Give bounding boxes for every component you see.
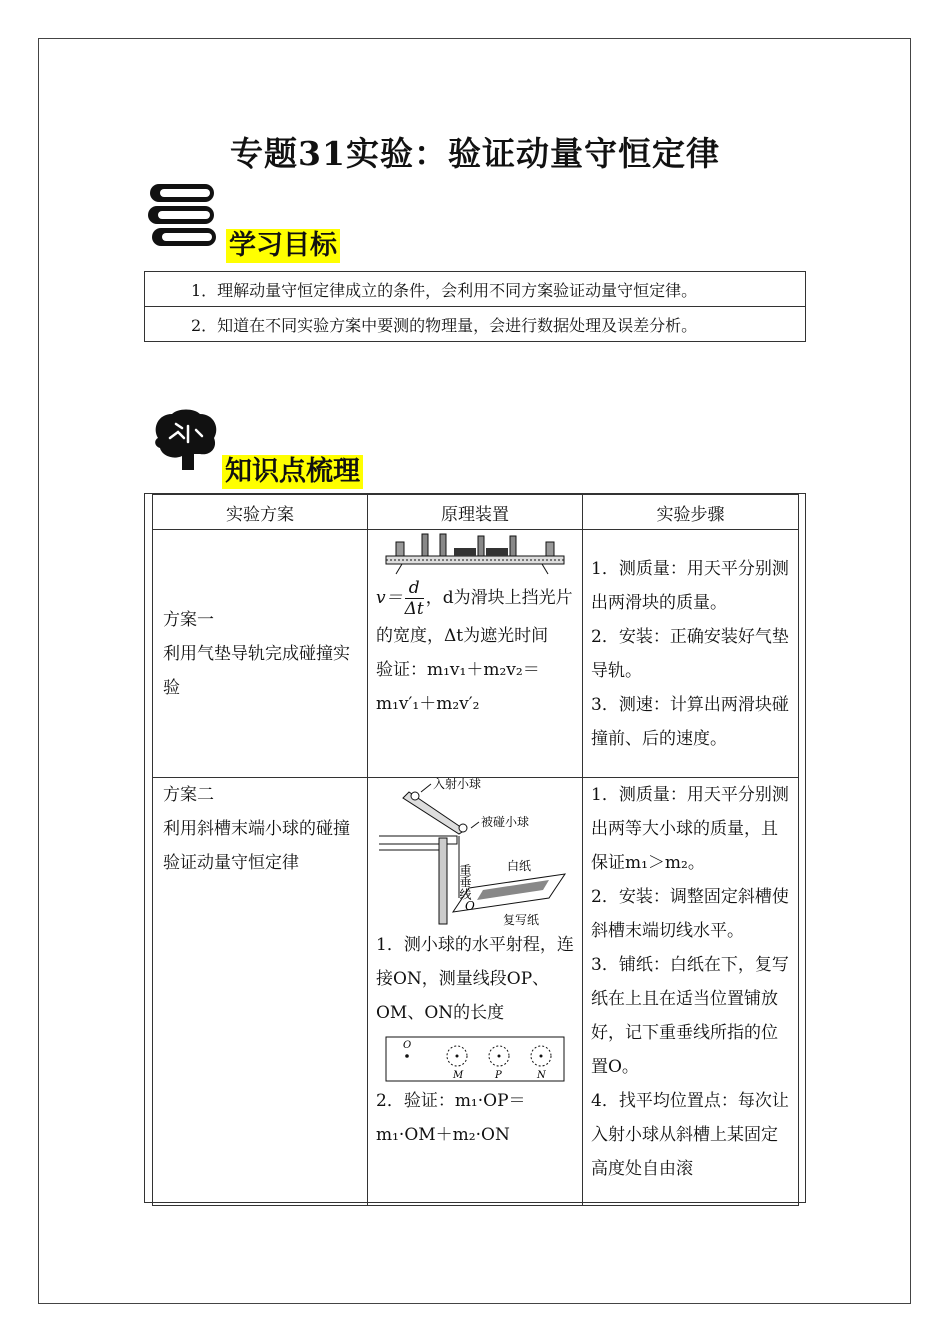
principle-2-cell	[368, 778, 583, 1206]
verify-1: 验证：m₁v₁＋m₂v₂＝m₁v′₁＋m₂v′₂	[376, 660, 540, 714]
label-paper: 白纸	[507, 859, 532, 873]
goals-section-label: 学习目标	[226, 229, 340, 263]
inclined-chute-diagram	[379, 778, 571, 928]
point-p: P	[495, 1070, 502, 1081]
step-item: 1．测质量：用天平分别测出两滑块的质量。	[591, 558, 789, 613]
scheme-2-name: 方案二	[163, 785, 214, 805]
header-scheme: 实验方案	[153, 495, 368, 530]
knowledge-section-label: 知识点梳理	[222, 455, 363, 489]
point-m: M	[453, 1070, 464, 1081]
scheme-1-name: 方案一	[163, 609, 214, 630]
scheme-2-cell	[153, 778, 368, 1206]
brain-icon	[148, 408, 222, 472]
goal-item: 2．知道在不同实验方案中要测的物理量，会进行数据处理及误差分析。	[145, 307, 806, 342]
label-o: O	[465, 899, 475, 913]
steps-1-cell	[583, 530, 799, 778]
knowledge-table	[152, 494, 799, 1206]
verify-2: 2．验证：m₁·OP＝m₁·OM＋m₂·ON	[376, 1091, 526, 1145]
fraction-denominator: Δt	[404, 599, 424, 619]
scheme-2-desc: 利用斜槽末端小球的碰撞验证动量守恒定律	[163, 819, 350, 873]
principle-1-cell	[368, 530, 583, 778]
velocity-formula	[376, 578, 574, 653]
point-o: O	[403, 1040, 412, 1051]
header-principle: 原理装置	[368, 495, 583, 530]
steps-2-cell	[583, 778, 799, 1206]
label-plumb: 重垂线	[458, 864, 472, 900]
fraction-numerator: d	[405, 578, 424, 599]
step-item: 1．测质量：用天平分别测出两等大小球的质量，且保证m₁＞m₂。	[591, 785, 789, 873]
scheme-1-desc: 利用气垫导轨完成碰撞实验	[163, 643, 350, 698]
label-incident: 入射小球	[433, 778, 482, 791]
air-track-diagram	[382, 530, 568, 578]
goals-table	[144, 271, 806, 342]
step-item: 4．找平均位置点：每次让入射小球从斜槽上某固定高度处自由滚	[591, 1091, 789, 1179]
point-n: N	[537, 1070, 546, 1081]
landing-points-diagram	[385, 1036, 565, 1082]
step-1-text: 1．测小球的水平射程，连接ON，测量线段OP、OM、ON的长度	[376, 935, 574, 1023]
step-item: 3．测速：计算出两滑块碰撞前、后的速度。	[591, 694, 789, 749]
scheme-1-cell	[153, 530, 368, 778]
goal-item: 1．理解动量守恒定律成立的条件，会利用不同方案验证动量守恒定律。	[145, 272, 806, 307]
books-icon	[146, 180, 222, 252]
label-carbon: 复写纸	[503, 913, 540, 927]
velocity-eq: v＝	[376, 588, 403, 608]
header-steps: 实验步骤	[583, 495, 799, 530]
formula-description: ，d为滑块上挡光片的宽度，Δt为遮光时间	[376, 588, 573, 646]
page-title: 专题31实验：验证动量守恒定律	[230, 134, 720, 173]
step-item: 2．安装：调整固定斜槽使斜槽末端切线水平。	[591, 887, 789, 941]
fraction	[405, 578, 424, 619]
label-hit: 被碰小球	[481, 815, 530, 829]
step-item: 3．铺纸：白纸在下，复写纸在上且在适当位置铺放好，记下重垂线所指的位置O。	[591, 955, 789, 1077]
step-item: 2．安装：正确安装好气垫导轨。	[591, 626, 789, 681]
